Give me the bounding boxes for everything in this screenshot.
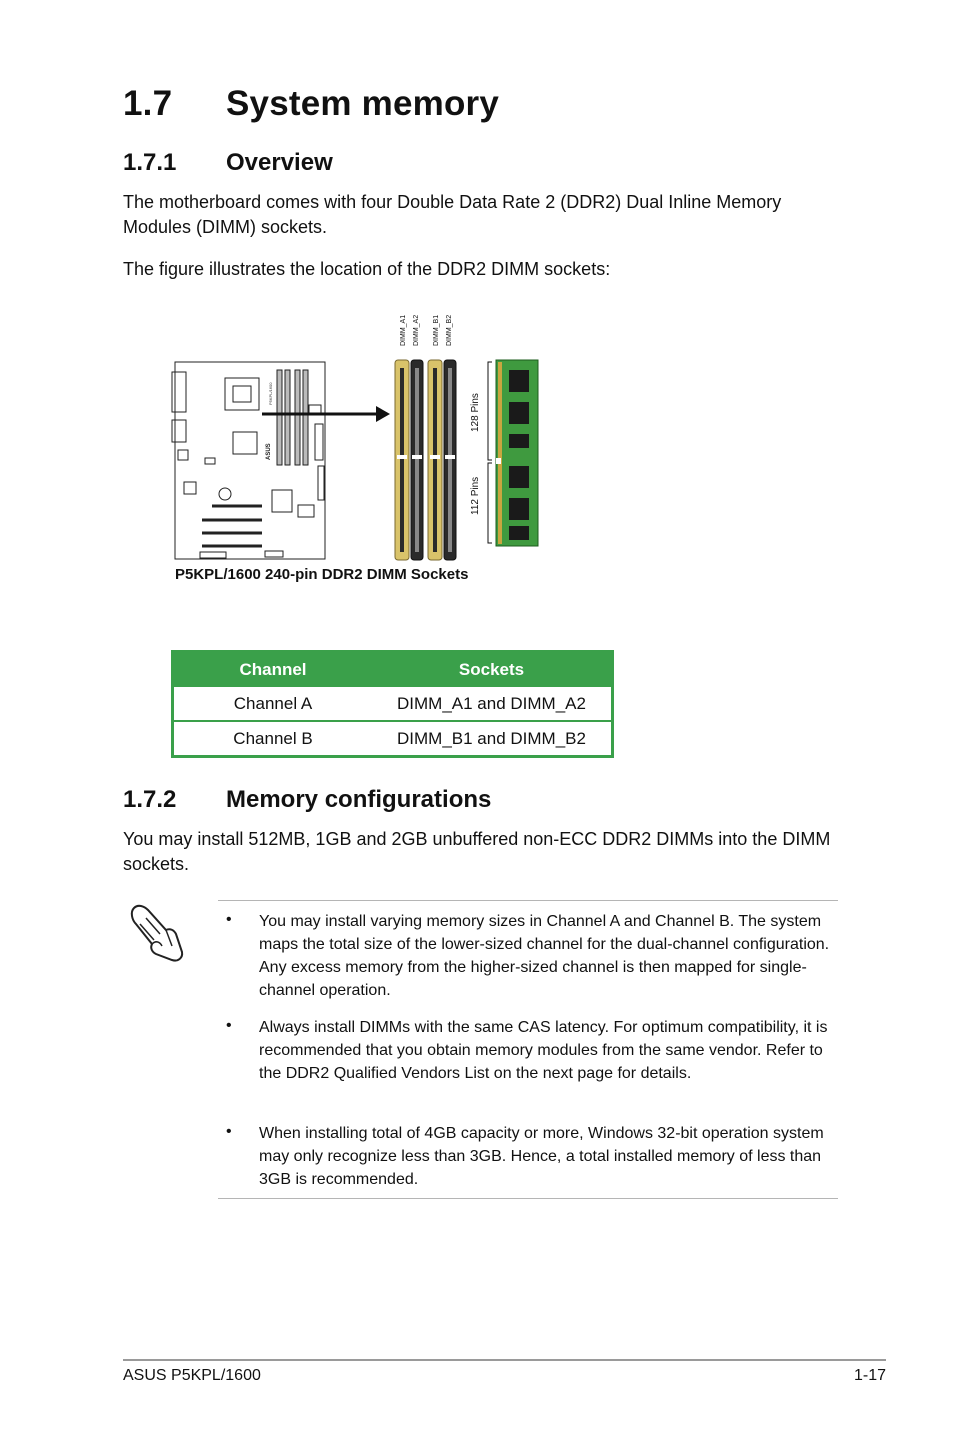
overview-heading bbox=[123, 149, 333, 177]
header-sockets: Sockets bbox=[372, 652, 613, 688]
overview-paragraph: The motherboard comes with four Double Data Rate 2 (DDR2) Dual Inline Memory Modules (DIMM) sockets. bbox=[123, 192, 782, 237]
figure-intro-paragraph: The figure illustrates the location of the DDR2 DIMM sockets: bbox=[123, 259, 611, 279]
table-row bbox=[173, 721, 613, 757]
memconfig-number: 1.7.2 bbox=[123, 786, 177, 813]
footer-rule bbox=[123, 1359, 886, 1361]
note-bottom-rule bbox=[218, 1198, 838, 1199]
header-channel: Channel bbox=[173, 652, 373, 688]
section-title: System memory bbox=[226, 84, 500, 123]
note-bullet: • bbox=[226, 1123, 232, 1140]
dimm-socket-figure bbox=[160, 300, 560, 565]
figure-caption: P5KPL/1600 240-pin DDR2 DIMM Sockets bbox=[175, 566, 469, 583]
note-item-2: Always install DIMMs with the same CAS latency. For optimum compatibility, it is recommended that you obtain memory modules from the same vendor. Refer to the DDR2 Qualified Vendors List on the next page for details. bbox=[259, 1019, 828, 1082]
channel-sockets-table bbox=[171, 650, 614, 758]
dimm-module-image bbox=[496, 360, 538, 546]
socket-label-a1: DIMM_A1 bbox=[400, 314, 407, 346]
table-header-row bbox=[173, 652, 613, 688]
note-bullet: • bbox=[226, 911, 232, 928]
socket-label-b1: DIMM_B1 bbox=[433, 314, 440, 346]
section-number: 1.7 bbox=[123, 84, 173, 123]
table-row bbox=[173, 687, 613, 721]
asus-logo-mark: ASUS bbox=[266, 443, 272, 460]
overview-title: Overview bbox=[226, 149, 333, 176]
table-cell: Channel B bbox=[233, 728, 313, 748]
footer-page-number: 1-17 bbox=[853, 1367, 886, 1384]
memconfig-heading bbox=[123, 786, 491, 814]
pin-brackets bbox=[488, 362, 492, 543]
pins-128-label: 128 Pins bbox=[470, 393, 481, 432]
note-top-rule bbox=[218, 900, 838, 901]
footer-product: ASUS P5KPL/1600 bbox=[123, 1367, 261, 1384]
memconfig-paragraph: You may install 512MB, 1GB and 2GB unbuffered non-ECC DDR2 DIMMs into the DIMM sockets. bbox=[123, 829, 831, 874]
section-heading bbox=[123, 84, 499, 124]
table-cell: DIMM_B1 and DIMM_B2 bbox=[397, 728, 586, 748]
pins-112-label: 112 Pins bbox=[470, 476, 481, 515]
socket-label-b2: DIMM_B2 bbox=[446, 314, 453, 346]
table-cell: DIMM_A1 and DIMM_A2 bbox=[372, 687, 613, 721]
note-bullet: • bbox=[226, 1017, 232, 1034]
note-item-1: You may install varying memory sizes in Channel A and Channel B. The system maps the total size of the lower-sized channel for the dual-channel configuration. Any excess memory from the higher-sized channel is then mapped for single-channel operation. bbox=[259, 913, 830, 999]
note-item-3: When installing total of 4GB capacity or more, Windows 32-bit operation system may only recognize less than 3GB. Hence, a total installed memory of less than 3GB is recommended. bbox=[259, 1125, 824, 1188]
board-model-label: P5KPL/1600 bbox=[268, 382, 273, 405]
overview-number: 1.7.1 bbox=[123, 149, 177, 176]
motherboard-diagram bbox=[172, 362, 325, 559]
memconfig-title: Memory configurations bbox=[226, 786, 492, 813]
note-hand-icon bbox=[126, 900, 184, 964]
dimm-sockets-enlarged bbox=[395, 360, 456, 560]
table-cell: Channel A bbox=[173, 687, 373, 721]
socket-label-a2: DIMM_A2 bbox=[413, 314, 420, 346]
